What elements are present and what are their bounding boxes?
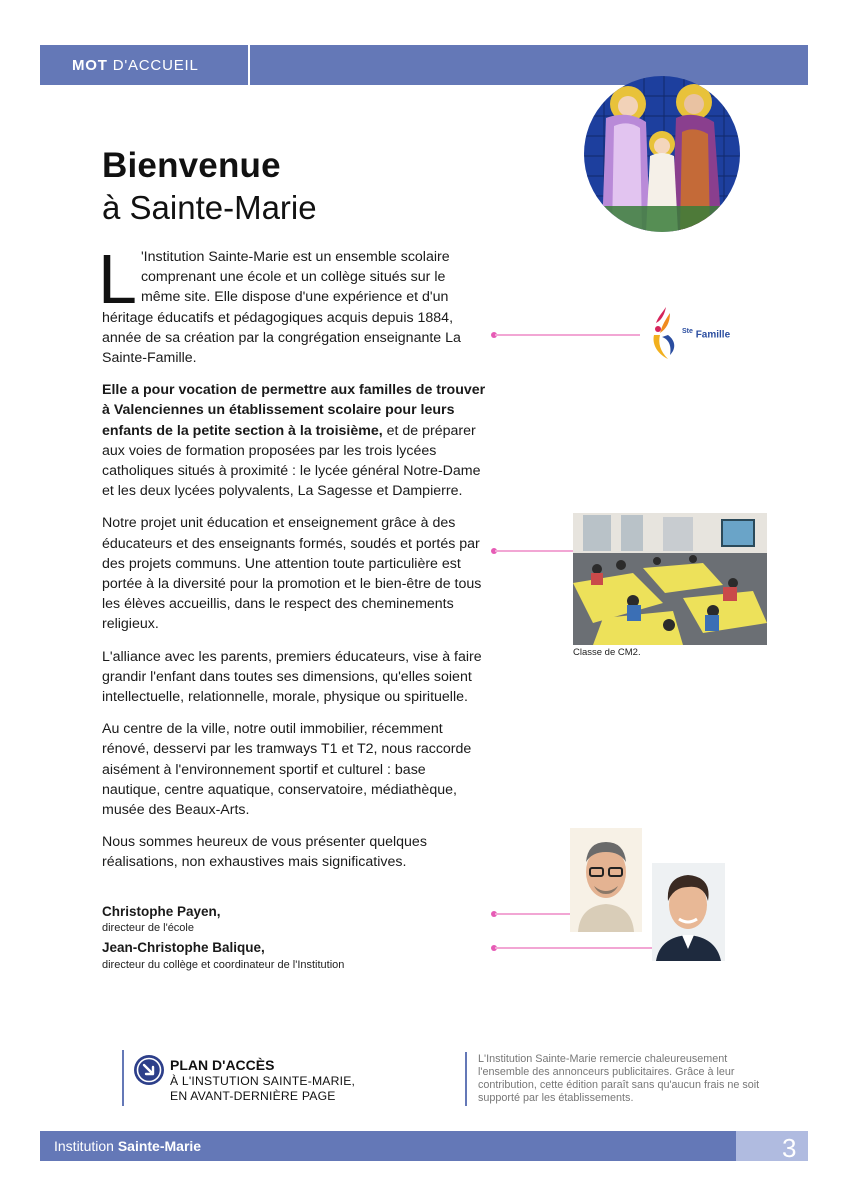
- paragraph-conclusion: Nous sommes heureux de vous présenter quelques réalisations, non exhaustives mais significatives.: [102, 834, 427, 871]
- connector-line-classroom: [495, 550, 573, 552]
- portrait-1-illustration: [570, 828, 642, 932]
- thanks-accent-bar: [465, 1052, 467, 1106]
- paragraph-vocation-bold: Elle a pour vocation de permettre aux familles de trouver à Valenciennes un établissement scolaire pour leurs enfants de la petite section à la troisième,: [102, 382, 486, 439]
- connector-line-portrait-2: [495, 947, 652, 949]
- logo-text-main: Famille: [695, 329, 731, 341]
- section-label: [72, 57, 199, 74]
- paragraph-vocation: [102, 380, 486, 501]
- portrait-christophe-payen: [570, 828, 642, 932]
- classroom-photo: [573, 513, 767, 645]
- intro-text: 'Institution Sainte-Marie est un ensemble scolaire comprenant une école et un collège situés sur le même site. Elle dispose d'une expérience et d'un héritage éducatifs et pédagogiques acquis depuis 1884, année de sa création par la congrégation enseignante La Sainte-Famille.: [102, 249, 461, 367]
- connector-line-logo: [495, 334, 640, 336]
- section-label-rest: D'ACCUEIL: [112, 57, 199, 74]
- page-number: 3: [782, 1133, 797, 1163]
- body-text: [98, 240, 486, 885]
- section-label-bold: MOT: [72, 57, 108, 74]
- header-separator: [248, 45, 250, 85]
- paragraph-projet: Notre projet unit éducation et enseignement grâce à des éducateurs et des enseignants formés, soudés et portés par des projets communs. Une attention toute particulière est portée à la diversité pour la promotion et le bien-être de tous les élèves accueillis, dans le respect des cheminements religieux.: [102, 515, 482, 633]
- portrait-jean-christophe-balique: [652, 863, 725, 961]
- arrow-circle-icon: [134, 1055, 164, 1085]
- page-title: Bienvenue: [102, 146, 281, 185]
- paragraph-vocation-rest: et de préparer aux voies de formation proposées par les trois lycées catholiques situés à proximité : le lycée général Notre-Dame et les deux lycées polyvalents, La Sagesse et Dampierre.: [102, 422, 481, 500]
- plan-line-2: EN AVANT-DERNIÈRE PAGE: [170, 1089, 336, 1103]
- paragraph-alliance: L'alliance avec les parents, premiers éducateurs, vise à faire grandir l'enfant dans toutes ses dimensions, qu'elles soient intellectuelle, relationnelle, morale, physique ou spirituelle.: [102, 648, 482, 706]
- dropcap: L: [98, 240, 137, 318]
- footer-institution: [54, 1138, 201, 1154]
- sainte-famille-logo-mark: [648, 305, 682, 361]
- plan-line-1: À L'INSTUTION SAINTE-MARIE,: [170, 1074, 356, 1088]
- paragraph-centre-ville: Au centre de la ville, notre outil immobilier, récemment rénové, desservi par les tramways T1 et T2, nous raccorde aisément à l'environnement sportif et culturel : base nautique, centre aquatique, conservatoire, médiathèque, musée des Beaux-Arts.: [102, 721, 472, 819]
- signature-role-1: directeur de l'école: [102, 922, 194, 934]
- page-number-box: [736, 1131, 808, 1161]
- arrow-icon-svg: [134, 1055, 164, 1085]
- plan-accent-bar: [122, 1050, 124, 1106]
- stained-glass-illustration: [584, 76, 740, 232]
- footer-name-regular: Institution: [54, 1138, 114, 1154]
- footer-name-bold: Sainte-Marie: [117, 1138, 202, 1154]
- signature-name-1: Christophe Payen,: [102, 904, 221, 919]
- plan-title: PLAN D'ACCÈS: [170, 1057, 275, 1073]
- intro-paragraph: [98, 240, 486, 368]
- page-subtitle: à Sainte-Marie: [102, 189, 317, 226]
- stained-glass-image: [584, 76, 740, 232]
- signature-name-2: Jean-Christophe Balique,: [102, 940, 265, 955]
- logo-text-sup: Ste: [682, 328, 693, 335]
- sainte-famille-logo: [648, 305, 738, 361]
- classroom-illustration: [573, 513, 767, 645]
- photo-caption: Classe de CM2.: [573, 647, 641, 658]
- thanks-text: L'Institution Sainte-Marie remercie chaleureusement l'ensemble des annonceurs publicitaires. Grâce à leur contribution, cette édition paraît sans qu'aucun frais ne soit supporté par les établissements.: [478, 1053, 760, 1104]
- connector-line-portrait-1: [495, 913, 570, 915]
- portrait-2-illustration: [652, 863, 725, 961]
- signature-role-2: directeur du collège et coordinateur de l'Institution: [102, 959, 345, 971]
